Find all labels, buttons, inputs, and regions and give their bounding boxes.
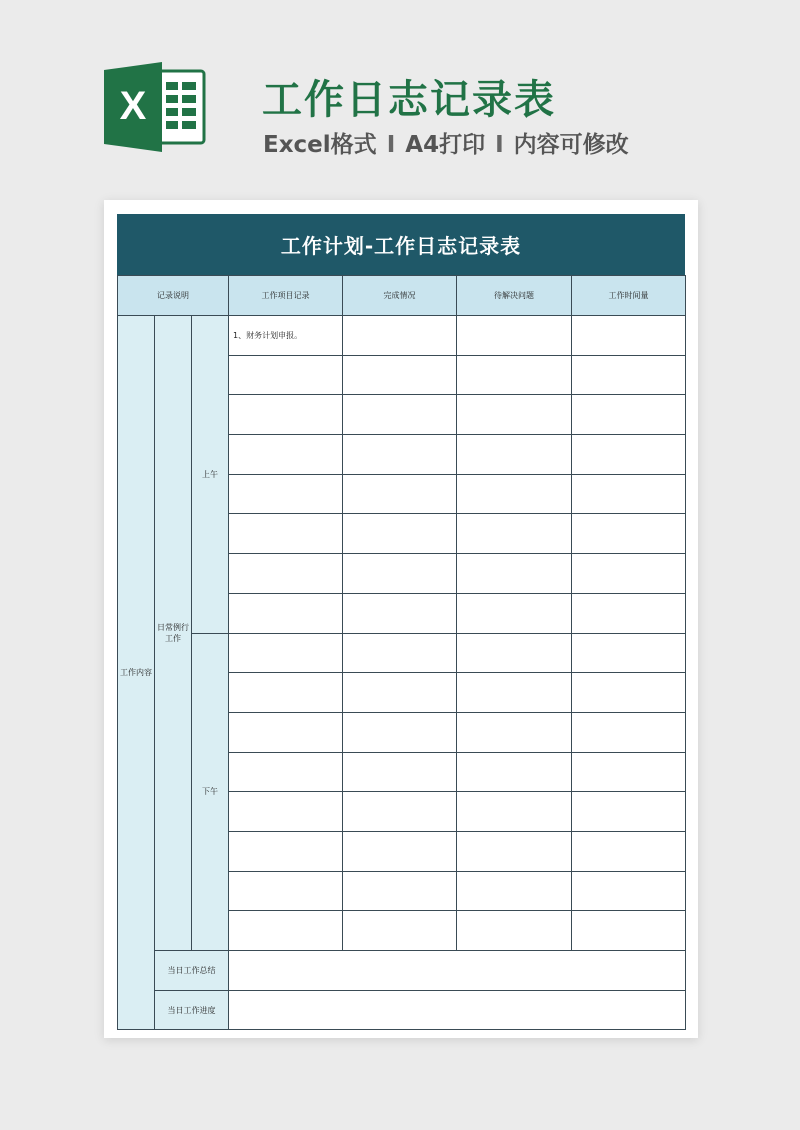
time-cell[interactable] [572,712,686,752]
status-cell[interactable] [343,355,457,395]
time-cell[interactable] [572,911,686,951]
status-cell[interactable] [343,712,457,752]
summary-label-cell [155,951,229,991]
column-header: 待解决问题 [457,276,572,316]
time-cell[interactable] [572,673,686,713]
issue-cell[interactable] [457,712,572,752]
routine-label [157,622,189,644]
subtitle-format: Excel格式 [263,132,377,158]
status-cell[interactable] [343,633,457,673]
status-cell[interactable] [343,752,457,792]
time-cell[interactable] [572,316,686,356]
task-cell[interactable] [229,633,343,673]
time-cell[interactable] [572,752,686,792]
time-cell[interactable] [572,831,686,871]
time-cell[interactable] [572,514,686,554]
subtitle-editable: 内容可修改 [513,132,629,158]
time-cell[interactable] [572,871,686,911]
issue-cell[interactable] [457,871,572,911]
task-cell[interactable] [229,355,343,395]
issue-cell[interactable] [457,911,572,951]
time-cell[interactable] [572,355,686,395]
status-cell[interactable] [343,554,457,594]
issue-cell[interactable] [457,355,572,395]
issue-cell[interactable] [457,593,572,633]
issue-cell[interactable] [457,792,572,832]
group-label-cell [118,316,155,1030]
status-cell[interactable] [343,474,457,514]
task-cell[interactable] [229,712,343,752]
task-cell[interactable] [229,752,343,792]
table-row [118,633,686,673]
issue-cell[interactable] [457,395,572,435]
task-cell[interactable] [229,792,343,832]
excel-logo-icon [104,62,206,152]
column-header: 完成情况 [343,276,457,316]
time-cell[interactable] [572,395,686,435]
task-cell[interactable] [229,593,343,633]
progress-label: 当日工作进度 [167,1005,216,1015]
status-cell[interactable] [343,316,457,356]
sheet-title: 工作计划-工作日志记录表 [117,214,685,275]
issue-cell[interactable] [457,316,572,356]
task-cell[interactable] [229,554,343,594]
time-cell[interactable] [572,593,686,633]
page-title: 工作日志记录表 [262,77,556,123]
group-label: 工作内容 [120,668,152,678]
time-cell[interactable] [572,792,686,832]
task-cell[interactable] [229,871,343,911]
subtitle-separator: I [495,132,504,158]
column-header: 记录说明 [118,276,229,316]
status-cell[interactable] [343,395,457,435]
issue-cell[interactable] [457,514,572,554]
routine-label-cell [155,316,192,951]
task-cell[interactable] [229,435,343,475]
status-cell[interactable] [343,593,457,633]
time-cell[interactable] [572,554,686,594]
routine-label-line: 日常例行 [157,623,189,632]
summary-value-cell[interactable] [229,951,686,991]
table-row [118,316,686,356]
task-cell[interactable] [229,831,343,871]
progress-row [118,990,686,1030]
task-text: 1、财务计划申报。 [233,331,303,340]
task-cell[interactable] [229,474,343,514]
task-cell[interactable] [229,395,343,435]
status-cell[interactable] [343,435,457,475]
afternoon-label: 下午 [202,787,218,797]
log-sheet [117,214,685,1028]
morning-label: 上午 [202,469,218,479]
status-cell[interactable] [343,871,457,911]
afternoon-label-cell [192,633,229,951]
progress-value-cell[interactable] [229,990,686,1030]
issue-cell[interactable] [457,435,572,475]
header-row [118,276,686,316]
log-table [117,275,686,1030]
issue-cell[interactable] [457,831,572,871]
column-header: 工作时间量 [572,276,686,316]
task-cell[interactable] [229,673,343,713]
status-cell[interactable] [343,911,457,951]
issue-cell[interactable] [457,673,572,713]
morning-label-cell [192,316,229,634]
time-cell[interactable] [572,633,686,673]
issue-cell[interactable] [457,474,572,514]
page-subtitle [263,126,629,159]
summary-row [118,951,686,991]
task-cell[interactable] [229,514,343,554]
issue-cell[interactable] [457,554,572,594]
status-cell[interactable] [343,792,457,832]
task-cell[interactable] [229,911,343,951]
summary-label: 当日工作总结 [167,965,216,975]
routine-label-line: 工作 [165,634,181,643]
progress-label-cell [155,990,229,1030]
logo-letter: X [119,84,147,128]
subtitle-separator: I [386,132,396,158]
task-cell[interactable] [229,316,343,356]
issue-cell[interactable] [457,752,572,792]
subtitle-print: A4打印 [405,132,486,158]
status-cell[interactable] [343,673,457,713]
column-header: 工作项目记录 [229,276,343,316]
time-cell[interactable] [572,474,686,514]
time-cell[interactable] [572,435,686,475]
status-cell[interactable] [343,831,457,871]
status-cell[interactable] [343,514,457,554]
issue-cell[interactable] [457,633,572,673]
